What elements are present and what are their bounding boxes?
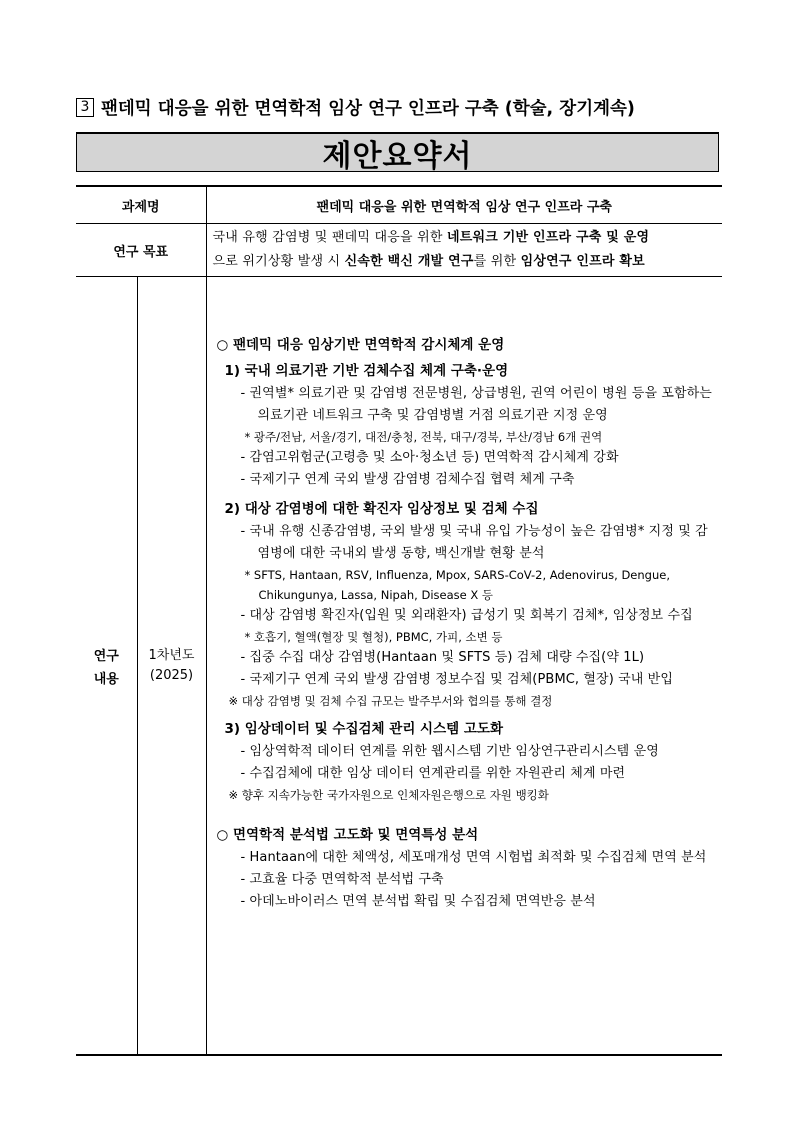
goal-bold-3: 임상연구 인프라 확보 xyxy=(520,254,645,269)
footnote: * 호흡기, 혈액(혈장 및 혈청), PBMC, 가피, 소변 등 xyxy=(244,630,503,644)
bullet-item: - 국내 유행 신종감염병, 국외 발생 및 국내 유입 가능성이 높은 감염병* 지정 및 감염병에 대한 국내외 발생 동향, 백신개발 현황 분석 xyxy=(240,524,708,561)
goal-text-3: 를 위한 xyxy=(473,254,521,269)
subsection-3-title: 3) 임상데이터 및 수집검체 관리 시스템 고도화 xyxy=(224,721,504,737)
bullet-item: - 아데노바이러스 면역 분석법 확립 및 수집검체 면역반응 분석 xyxy=(240,894,596,909)
bullet-item: - 국제기구 연계 국외 발생 감염병 정보수집 및 검체(PBMC, 혈장) 국내 반입 xyxy=(240,672,673,687)
section-2-title: ○ 면역학적 분석법 고도화 및 면역특성 분석 xyxy=(216,827,479,843)
section-1-title: ○ 팬데믹 대응 임상기반 면역학적 감시체계 운영 xyxy=(216,337,505,353)
bullet-item: - 임상역학적 데이터 연계를 위한 웹시스템 기반 임상연구관리시스템 운영 xyxy=(240,744,659,759)
bullet-item: - Hantaan에 대한 체액성, 세포매개성 면역 시험법 최적화 및 수집검체 면역 분석 xyxy=(240,850,707,865)
research-goal-value xyxy=(206,224,722,277)
period-line2: (2025) xyxy=(149,667,194,683)
document-title: 제안요약서 xyxy=(76,132,719,172)
content-label-line1: 연구 xyxy=(93,648,119,664)
bullet-item: - 대상 감염병 확진자(입원 및 외래환자) 급성기 및 회복기 검체*, 임상정보 수집 xyxy=(240,608,693,623)
research-period xyxy=(137,277,206,1056)
goal-text-2: 으로 위기상황 발생 시 xyxy=(212,254,345,269)
research-content-body xyxy=(206,277,722,1056)
goal-bold-1: 네트워크 기반 인프라 구축 및 운영 xyxy=(446,230,650,245)
remark: ※ 향후 지속가능한 국가자원으로 인체자원은행으로 자원 뱅킹화 xyxy=(228,788,549,802)
proposal-summary-table xyxy=(76,185,722,1056)
bullet-item: - 수집검체에 대한 임상 데이터 연계관리를 위한 자원관리 체계 마련 xyxy=(240,766,626,781)
goal-bold-2: 신속한 백신 개발 연구 xyxy=(344,254,474,269)
footnote: * 광주/전남, 서울/경기, 대전/충청, 전북, 대구/경북, 부산/경남 6개 권역 xyxy=(244,430,603,444)
bullet-item: - 권역별* 의료기관 및 감염병 전문병원, 상급병원, 권역 어린이 병원 등을 포함하는 의료기관 네트워크 구축 및 감염병별 거점 의료기관 지정 운영 xyxy=(240,386,712,423)
task-name-label: 과제명 xyxy=(76,186,206,224)
period-line1: 1차년도 xyxy=(148,647,195,663)
subsection-1-title: 1) 국내 의료기관 기반 검체수집 체계 구축·운영 xyxy=(224,363,509,379)
bullet-item: - 고효율 다중 면역학적 분석법 구축 xyxy=(240,872,444,887)
bullet-item: - 집중 수집 대상 감염병(Hantaan 및 SFTS 등) 검체 대량 수집(약 1L) xyxy=(240,650,645,665)
research-content-row xyxy=(76,277,722,1056)
research-content-label xyxy=(76,277,137,1056)
footnote: * SFTS, Hantaan, RSV, Influenza, Mpox, SARS-CoV-2, Adenovirus, Dengue, Chikungunya, Lassa, Nipah, Disease X 등 xyxy=(244,568,670,602)
section-heading xyxy=(76,95,726,120)
research-goal-label: 연구 목표 xyxy=(76,224,206,277)
task-name-value: 팬데믹 대응을 위한 면역학적 임상 연구 인프라 구축 xyxy=(206,186,722,224)
section-number: 3 xyxy=(76,98,94,117)
bullet-item: - 국제기구 연계 국외 발생 감염병 검체수집 협력 체계 구축 xyxy=(240,472,575,487)
remark: ※ 대상 감염병 및 검체 수집 규모는 발주부서와 협의를 통해 결정 xyxy=(228,694,553,708)
subsection-2-title: 2) 대상 감염병에 대한 확진자 임상정보 및 검체 수집 xyxy=(224,501,539,517)
section-heading-text: 팬데믹 대응을 위한 면역학적 임상 연구 인프라 구축 (학술, 장기계속) xyxy=(101,99,635,119)
research-goal-row xyxy=(76,224,722,277)
content-label-line2: 내용 xyxy=(93,671,119,687)
goal-text-1: 국내 유행 감염병 및 팬데믹 대응을 위한 xyxy=(212,230,447,245)
bullet-item: - 감염고위험군(고령층 및 소아·청소년 등) 면역학적 감시체계 강화 xyxy=(240,450,619,465)
task-name-row xyxy=(76,186,722,224)
